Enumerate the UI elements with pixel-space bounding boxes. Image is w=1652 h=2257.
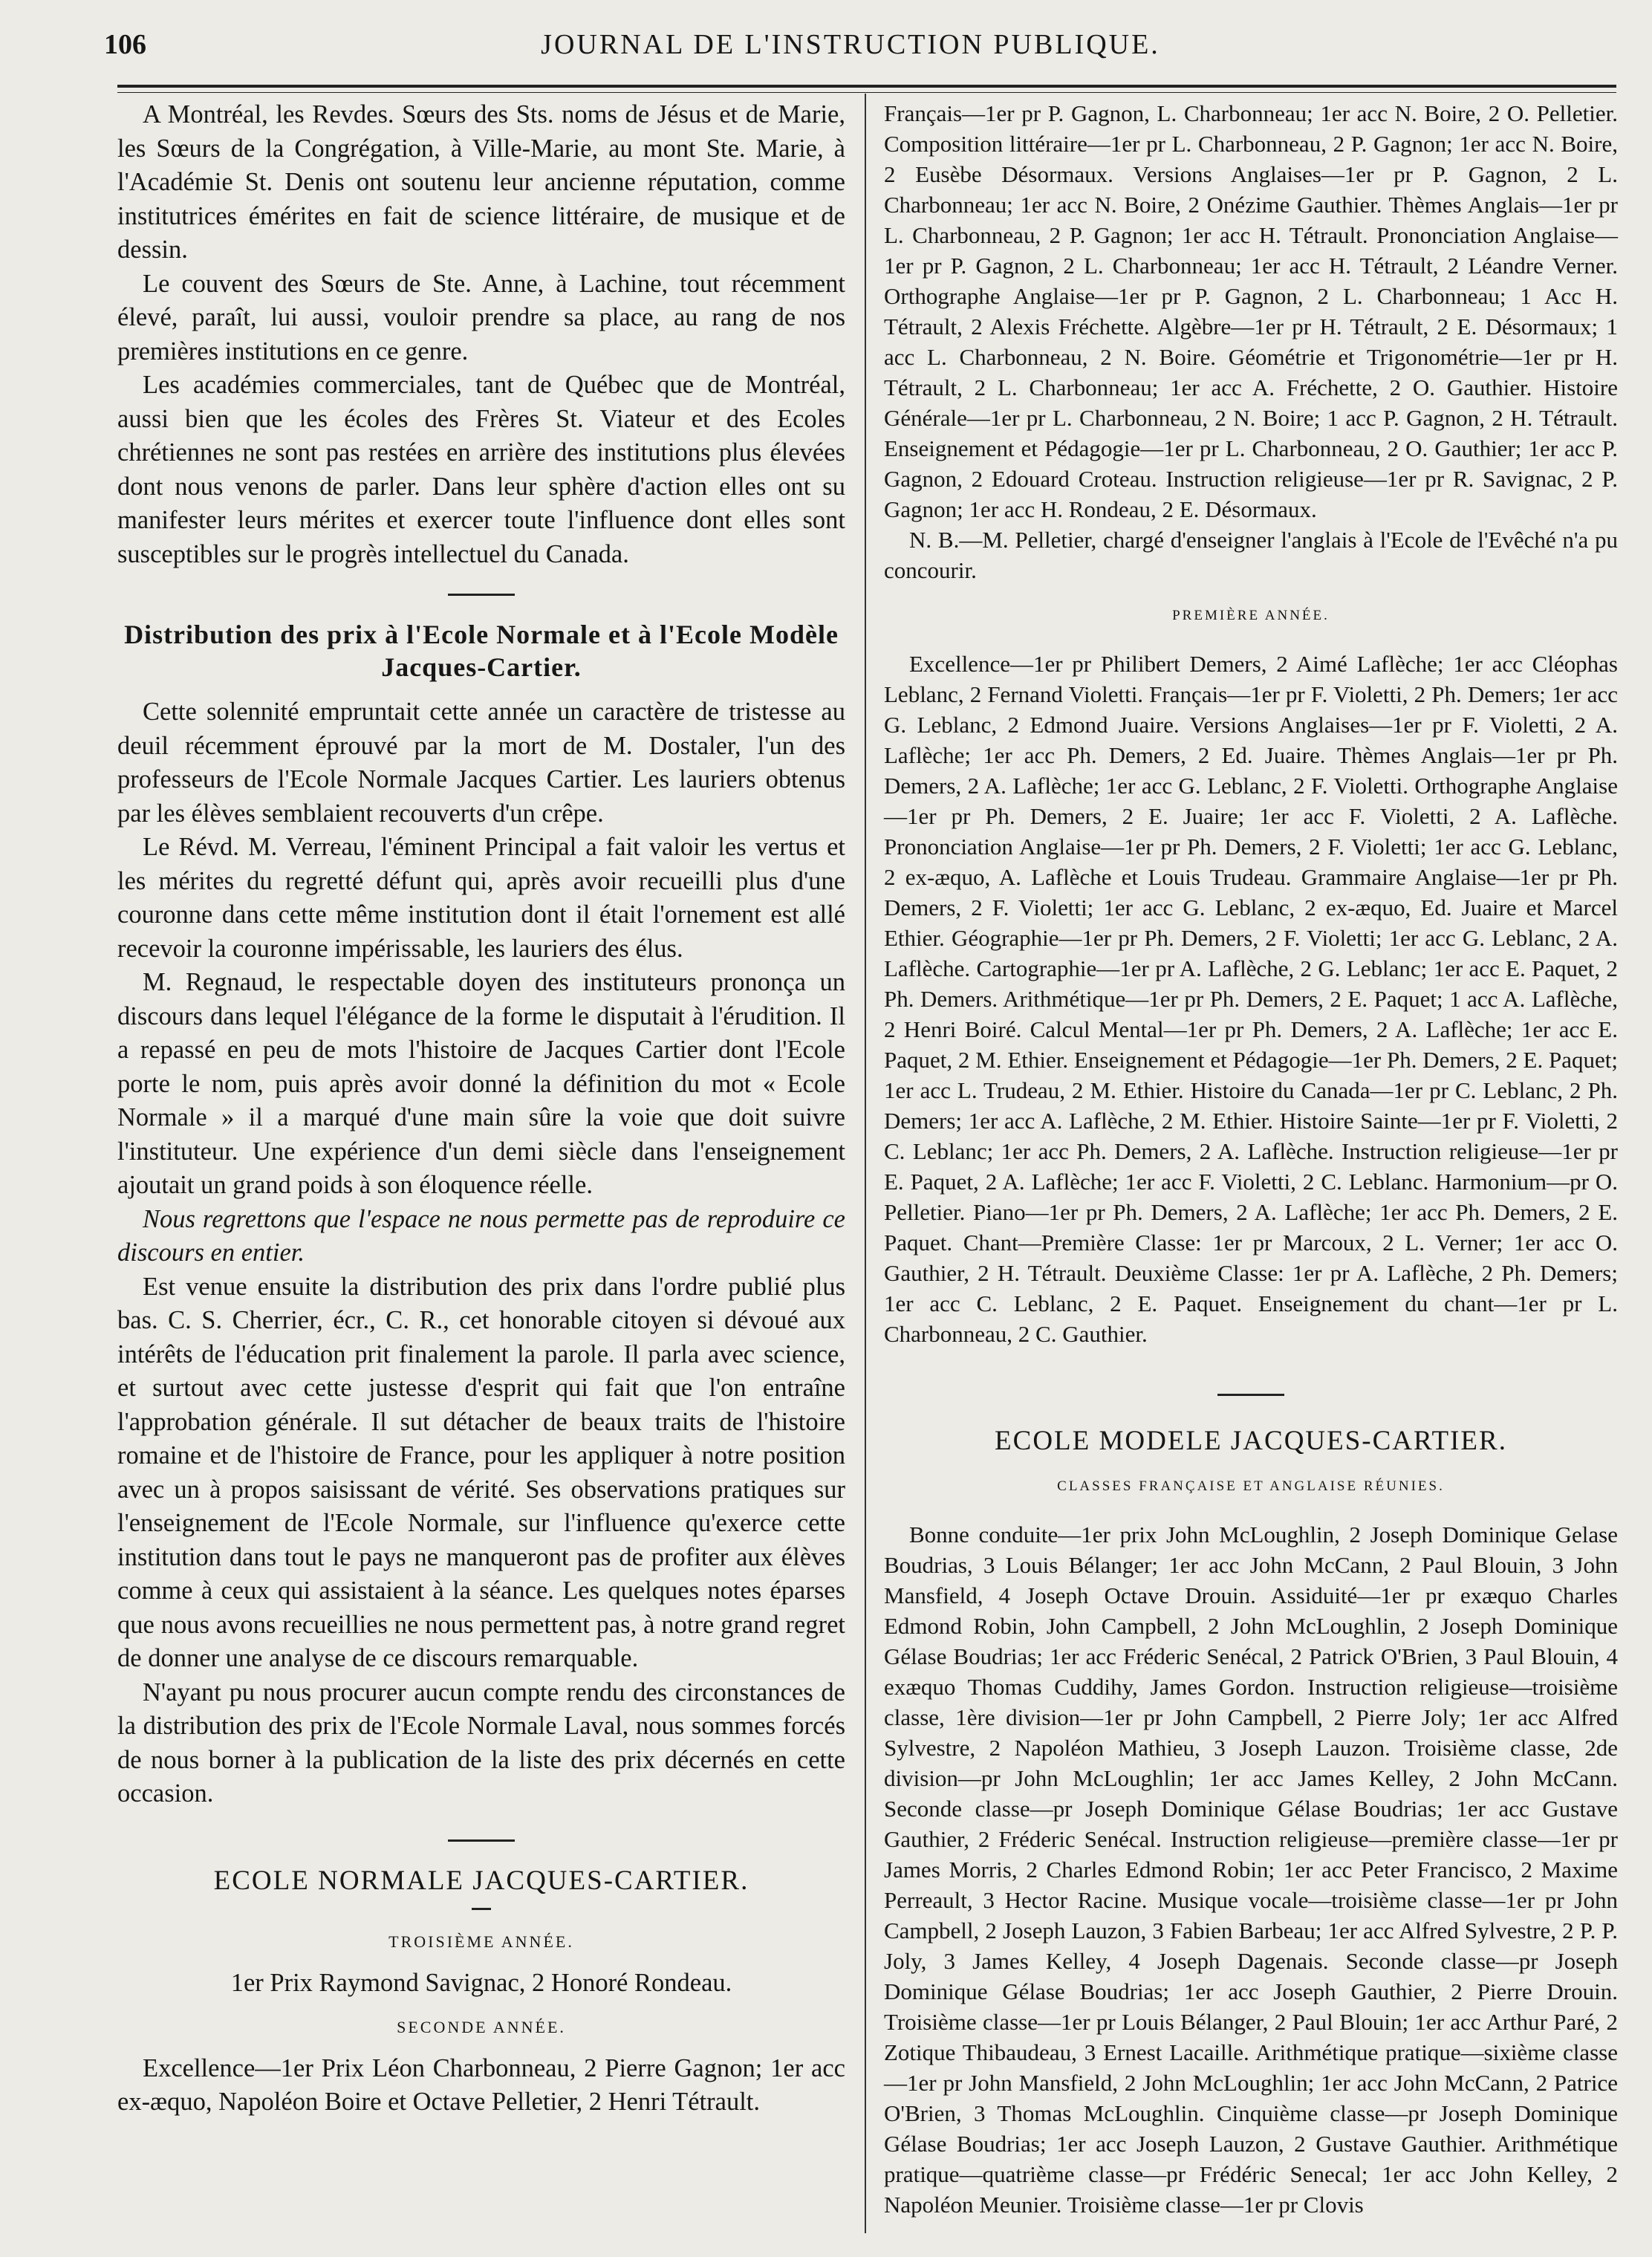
seconde-annee-continued: Français—1er pr P. Gagnon, L. Charbonneau; 1er acc N. Boire, 2 O. Pelletier. Composition littéraire—1er pr L. Charbonneau, 2 P. Gagnon; 1er acc N. Boire, 2 Eusèbe Désormaux. Versions Anglaises—1er pr P. Gagnon, 2 L. Charbonneau; 1er acc N. Boire, 2 Onézime Gauthier. Thèmes Anglais—1er pr L. Charbonneau, 2 P. Gagnon; 1er acc H. Tétrault. Prononciation Anglaise—1er pr P. Gagnon, 2 L. Charbonneau; 1er acc H. Tétrault, 2 Léandre Verner. Orthographe Anglaise—1er pr P. Gagnon, 2 L. Charbonneau; 1 Acc H. Tétrault, 2 Alexis Fréchette. Algèbre—1er pr H. Tétrault, 2 E. Désormaux; 1 acc L. Charbonneau, 2 N. Boire. Géométrie et Trigonométrie—1er pr H. Tétrault, 2 L. Charbonneau; 1er acc A. Fréchette, 2 O. Gauthier. Histoire Générale—1er pr L. Charbonneau, 2 N. Boire; 1 acc P. Gagnon, 2 H. Tétrault. Enseignement et Pédagogie—1er pr L. Charbonneau, 2 O. Gauthier; 1er acc P. Gagnon, 2 Edouard Croteau. Instruction religieuse—1er pr R. Savignac, 2 P. Gagnon; 1er acc H. Rondeau, 2 E. Désormaux. — [884, 100, 1618, 522]
running-title: JOURNAL DE L'INSTRUCTION PUBLIQUE. — [541, 29, 1160, 60]
troisieme-annee-heading: TROISIÈME ANNÉE. — [388, 1932, 574, 1951]
title-dash — [472, 1908, 491, 1910]
premiere-annee-prizes: Excellence—1er pr Philibert Demers, 2 Aimé Laflèche; 1er acc Cléophas Leblanc, 2 Fernand Violetti. Français—1er pr F. Violetti, 2 Ph. Demers; 1er acc G. Leblanc, 2 Edmond Juaire. Versions Anglaises—1er pr F. Violetti, 2 A. Laflèche; 1er acc Ph. Demers, 2 Ed. Juaire. Thèmes Anglais—1er pr Ph. Demers, 2 A. Laflèche; 1er acc G. Leblanc, 2 F. Violetti. Orthographe Anglaise—1er pr Ph. Demers, 2 E. Juaire; 1er acc F. Violetti, 2 A. Laflèche. Prononciation Anglaise—1er pr Ph. Demers, 2 F. Violetti; 1er acc G. Leblanc, 2 ex-æquo, A. Laflèche et Louis Trudeau. Grammaire Anglaise—1er pr Ph. Demers, 2 F. Violetti; 1er acc G. Leblanc, 2 ex-æquo, Ed. Juaire et Marcel Ethier. Géographie—1er pr Ph. Demers, 2 F. Violetti; 1er acc G. Leblanc, 2 A. Laflèche. Cartographie—1er pr A. Laflèche, 2 G. Leblanc; 1er acc E. Paquet, 2 Ph. Demers. Arithmétique—1er pr Ph. Demers, 2 E. Paquet; 1 acc A. Laflèche, 2 Henri Boiré. Calcul Mental—1er pr Ph. Demers, 2 A. Laflèche; 1er acc E. Paquet, 2 M. Ethier. Enseignement et Pédagogie—1er Ph. Demers, 2 E. Paquet; 1er acc L. Trudeau, 2 M. Ethier. Histoire du Canada—1er pr C. Leblanc, 2 Ph. Demers; 1er acc A. Laflèche, 2 M. Ethier. Histoire Sainte—1er pr F. Violetti, 2 C. Leblanc; 1er acc Ph. Demers, 2 A. Laflèche. Instruction religieuse—1er pr E. Paquet, 2 A. Laflèche; 1er acc F. Violetti, 2 C. Leblanc. Harmonium—pr O. Pelletier. Piano—1er pr Ph. Demers, 2 A. Laflèche; 1er acc Ph. Demers, 2 E. Paquet. Chant—Première Classe: 1er pr Marcoux, 2 L. Verner; 1er acc O. Gauthier, 2 H. Tétrault. Deuxième Classe: 1er pr A. Laflèche, 2 Ph. Demers; 1er acc C. Leblanc, 2 E. Paquet. Enseignement du chant—1er pr L. Charbonneau, 2 C. Gauthier. — [884, 651, 1618, 1347]
distribution-paragraph-4: Est venue ensuite la distribution des prix dans l'ordre publié plus bas. C. S. Cherrier, écr., C. R., cet honorable citoyen si dévoué aux intérêts de l'éducation prit finalement la parole. Il parla avec science, et surtout avec cette justesse d'esprit qui fait que l'on entraîne l'approbation générale. Il sut détacher de beaux traits de l'histoire romaine et de l'histoire de France, pour les appliquer à notre position avec un à propos saisissant de vérité. Ses observations pratiques sur l'enseignement de l'Ecole Normale, sur l'influence qu'exerce cette institution dans tout le pays ne manqueront pas de profiter aux élèves comme à ceux qui assistaient à la séance. Les quelques notes éparses que nous avons recueillies ne nous permettent pas, à notre grand regret de donner une analyse de ce discours remarquable. — [117, 1272, 845, 1672]
right-column — [884, 98, 1618, 2220]
distribution-paragraph-2: Le Révd. M. Verreau, l'éminent Principal a fait valoir les vertus et les mérites du regretté défunt qui, après avoir recueilli plus d'une couronne dans cette même institution dont il était l'ornement est allé recevoir la couronne impérissable, les lauriers des élus. — [117, 833, 845, 963]
page-header — [104, 28, 1597, 65]
ecole-normale-title: ECOLE NORMALE JACQUES-CARTIER. — [213, 1865, 749, 1896]
section-separator — [1217, 1394, 1284, 1396]
premiere-annee-heading: PREMIÈRE ANNÉE. — [1172, 608, 1330, 623]
distribution-section-title: Distribution des prix à l'Ecole Normale et à l'Ecole Modèle Jacques-Cartier. — [124, 620, 839, 682]
distribution-paragraph-3: M. Regnaud, le respectable doyen des instituteurs prononça un discours dans lequel l'élégance de la forme le disputait à l'érudition. Il a repassé en peu de mots l'histoire de Jacques Cartier dont l'Ecole porte le nom, puis après avoir donné la définition du mot « Ecole Normale » il a marqué d'une main sûre la voie que doit suivre l'instituteur. Une expérience d'un demi siècle dans l'enseignement ajoutait un grand poids à son éloquence réelle. — [117, 968, 845, 1199]
seconde-annee-prizes: Excellence—1er Prix Léon Charbonneau, 2 Pierre Gagnon; 1er acc ex-æquo, Napoléon Boire et Octave Pelletier, 2 Henri Tétrault. — [117, 2053, 845, 2116]
regret-note: Nous regrettons que l'espace ne nous permette pas de reproduire ce discours en entier. — [117, 1204, 845, 1267]
seconde-annee-heading: SECONDE ANNÉE. — [397, 2018, 566, 2036]
intro-paragraph-3: Les académies commerciales, tant de Québec que de Montréal, aussi bien que les écoles des Frères St. Viateur et des Ecoles chrétiennes ne sont pas restées en arrière des institutions plus élevées dont nous venons de parler. Dans leur sphère d'action elles ont su manifester leurs mérites et exercer toute l'influence dont elles sont susceptibles sur le progrès intellectuel du Canada. — [117, 371, 845, 568]
intro-paragraph-2: Le couvent des Sœurs de Ste. Anne, à Lachine, tout récemment élevé, paraît, lui aussi, vouloir prendre sa place, au rang de nos premières institutions en ce genre. — [117, 269, 845, 366]
section-separator — [448, 594, 515, 596]
intro-paragraph-1: A Montréal, les Revdes. Sœurs des Sts. noms de Jésus et de Marie, les Sœurs de la Congrégation, à Ville-Marie, au mont Ste. Marie, à l'Académie St. Denis ont soutenu leur ancienne réputation, comme institutrices émérites en fait de science littéraire, de musique et de dessin. — [117, 100, 845, 264]
left-column — [117, 98, 845, 2120]
classes-heading: CLASSES FRANÇAISE ET ANGLAISE RÉUNIES. — [1057, 1478, 1445, 1494]
distribution-paragraph-5: N'ayant pu nous procurer aucun compte rendu des circonstances de la distribution des prix de l'Ecole Normale Laval, nous sommes forcés de nous borner à la publication de la liste des prix décernés en cette occasion. — [117, 1678, 845, 1808]
page-number: 106 — [104, 29, 146, 60]
header-double-rule — [117, 85, 1616, 93]
classes-prizes: Bonne conduite—1er prix John McLoughlin, 2 Joseph Dominique Gelase Boudrias, 3 Louis Bélanger; 1er acc John McCann, 2 Paul Blouin, 3 John Mansfield, 4 Joseph Octave Drouin. Assiduité—1er pr exæquo Charles Edmond Robin, John Campbell, 2 John McLoughlin, 2 Joseph Dominique Gélase Boudrias; 1er acc Fréderic Senécal, 2 Patrick O'Brien, 3 Paul Blouin, 4 exæquo Thomas Cuddihy, James Gordon. Instruction religieuse—troisième classe, 1ère division—1er pr John Campbell, 2 Pierre Joly; 1er acc Alfred Sylvestre, 2 Napoléon Mathieu, 3 Joseph Lauzon. Troisième classe, 2de division—pr John McLoughlin; 1er acc James Kelley, 2 John McCann. Seconde classe—pr Joseph Dominique Gélase Boudrias; 1er acc Gustave Gauthier, 2 Fréderic Senécal. Instruction religieuse—première classe—1er pr James Morris, 2 Charles Edmond Robin; 1er acc Peter Francisco, 2 Maxime Perreault, 3 Hector Racine. Musique vocale—troisième classe—1er pr John Campbell, 2 Joseph Lauzon, 3 Fabien Barbeau; 1er acc Alfred Sylvestre, 2 P. P. Joly, 3 James Kelley, 4 Joseph Dagenais. Seconde classe—pr Joseph Dominique Gélase Boudrias; 1er acc Joseph Gauthier, 2 Pierre Drouin. Troisième classe—1er pr Louis Bélanger, 2 Paul Blouin; 1er acc Arthur Paré, 2 Zotique Thibaudeau, 3 Ernest Lacaille. Arithmétique pratique—sixième classe—1er pr John Mansfield, 2 John McLoughlin; 1er acc John McCann, 2 Patrice O'Brien, 3 Thomas McLoughlin. Cinquième classe—pr Joseph Dominique Gélase Boudrias; 1er acc Joseph Lauzon, 2 Gustave Gauthier. Arithmétique pratique—quatrième classe—pr Frédéric Senecal; 1er acc John Kelley, 2 Napoléon Meunier. Troisième classe—1er pr Clovis — [884, 1522, 1618, 2218]
troisieme-annee-prizes: 1er Prix Raymond Savignac, 2 Honoré Rondeau. — [230, 1968, 732, 1997]
column-divider — [865, 94, 866, 2233]
ecole-modele-title: ECOLE MODELE JACQUES-CARTIER. — [995, 1426, 1507, 1456]
section-separator — [448, 1839, 515, 1842]
nb-note: N. B.—M. Pelletier, chargé d'enseigner l'anglais à l'Ecole de l'Evêché n'a pu concourir. — [884, 527, 1618, 583]
distribution-paragraph-1: Cette solennité empruntait cette année un caractère de tristesse au deuil récemment éprouvé par la mort de M. Dostaler, l'un des professeurs de l'Ecole Normale Jacques Cartier. Les lauriers obtenus par les élèves semblaient recouverts d'un crêpe. — [117, 698, 845, 828]
